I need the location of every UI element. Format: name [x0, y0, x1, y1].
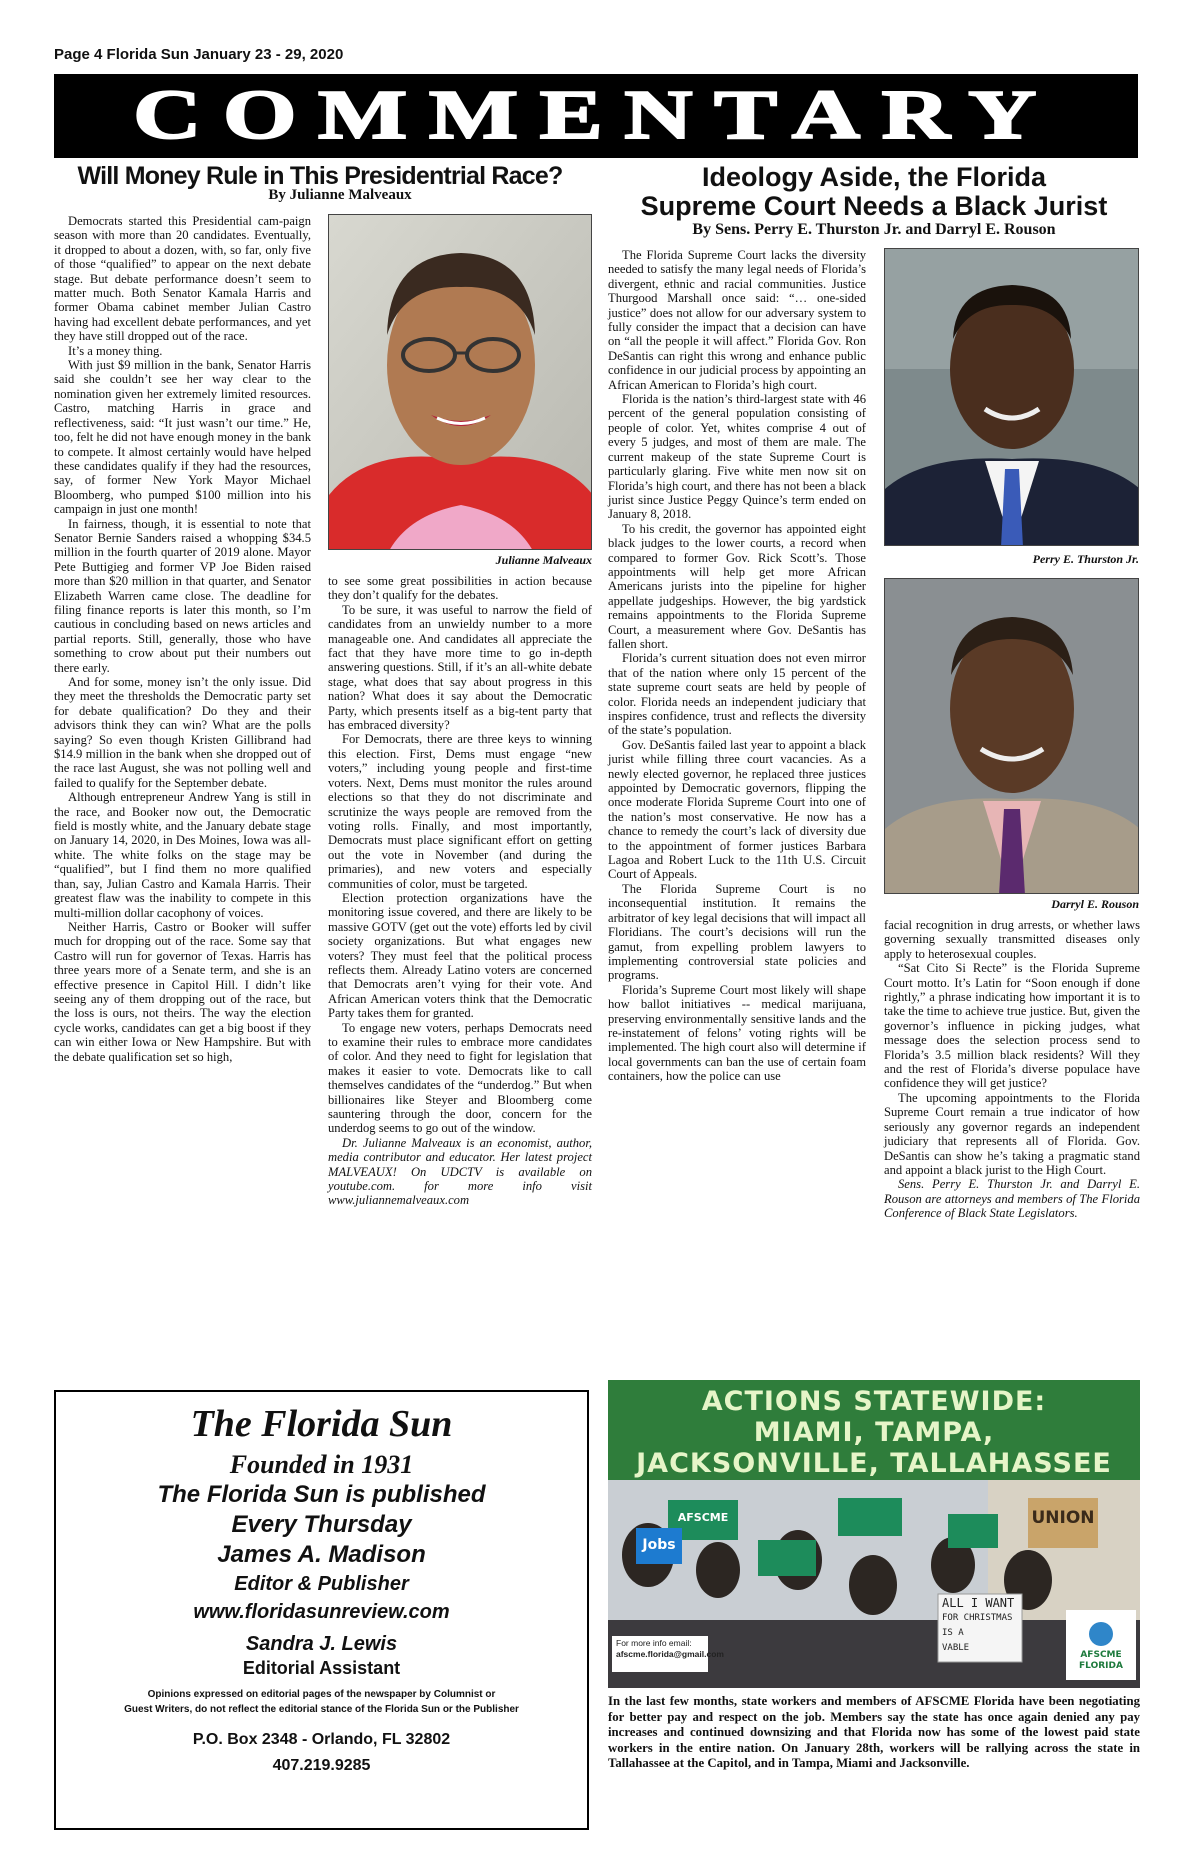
paragraph: To his credit, the governor has appointed eight black judges to the lower courts, a record when compared to former Gov. Rick Scott’s. Those appointments will help get more African Americans jurists into the pipeline for higher appellate judgeships. However, the big yardstick remains appointments to the Florida Supreme Court, a measurement where Gov. DeSantis has fallen short.: [608, 521, 866, 651]
section-banner: [54, 74, 1138, 158]
article1-photo-caption: Julianne Malveaux: [495, 553, 592, 567]
christmas-sign: [942, 1596, 1020, 1656]
paragraph: Neither Harris, Castro or Booker will suffer much for dropping out of the race. Some say that Castro will run for governor of Texas. Harris has three years more of a Senate term, and she is an effective presence in Capitol Hill. I didn’t like seeing any of them dropping out of the race, but the loss is ours, not theirs. The way the election cycle works, candidates can get a big boost if they can win either Iowa or New Hampshire. But with the debate qualification set so high,: [54, 919, 311, 1064]
paragraph: The Florida Supreme Court is no inconsequential institution. It remains the arbitrator of key legal decisions that will impact all Floridians. The court’s decisions will run the gamut, from expelling problem lawyers to implementing controversial state policies and programs.: [608, 881, 866, 983]
paragraph: In fairness, though, it is essential to note that Senator Bernie Sanders raised a whopping $34.5 million in the fourth quarter of 2019 alone. Mayor Pete Buttigieg and former VP Joe Biden raised more than $20 million in that quarter, and Senator Elizabeth Warren came close. The deadline for filing finance reports is later this month, so I’m cautious in concluding based on news articles and partial reports. Still, generally, those who have something to crow about put their numbers out there early.: [54, 516, 311, 675]
paragraph: facial recognition in drug arrests, or whether laws governing sexually transmitted diseases only apply to heterosexual couples.: [884, 918, 1140, 961]
paragraph: Although entrepreneur Andrew Yang is still in the race, and Booker now out, the Democratic field is mostly white, and the January debate stage on January 14, 2020, in Des Moines, Iowa was all-white. The white folks on the stage may be “qualified”, but I find them no more qualified than, say, Julian Castro and Kamala Harris. Their greatest flaw was the inability to compete in this multi-million dollar cacophony of voices.: [54, 790, 311, 920]
ad-info-box: [616, 1638, 724, 1660]
afscme-sign-text: AFSCME: [677, 1511, 729, 1524]
paragraph: And for some, money isn’t the only issue. Did they meet the thresholds the Democratic party set for debate qualification? Do they and their advisors think they can win? What are the polls saying? So even though Kristen Gillibrand had $14.9 million in the bank when she dropped out of the race last August, she was not polling well and failed to qualify for the September debate.: [54, 675, 311, 790]
masthead-contact: [56, 1727, 587, 1779]
paragraph: The Florida Supreme Court lacks the diversity needed to satisfy the many legal needs of Florida’s divergent, ethnic and racial communities. Justice Thurgood Marshall once said: “… one-sided justice” does not allow for our adversary system to fully consider the impact that a decision can have on “all the people it will affect.” Florida Gov. Ron DeSantis can right this wrong and enhance public confidence in our judicial process by appointing an African American to Florida’s high court.: [608, 248, 866, 392]
page-folio: Page 4 Florida Sun January 23 - 29, 2020: [54, 46, 344, 63]
author-tagline: Sens. Perry E. Thurston Jr. and Darryl E. Rouson are attorneys and members of The Florida Conference of Black State Legislators.: [884, 1177, 1140, 1221]
paragraph: With just $9 million in the bank, Senator Harris said she couldn’t see her way clear to the nomination given her extremely limited resources. Castro, matching Harris in grace and reflectiveness, said: “It just wasn’t our time.” He, too, felt he did not have enough money in the bank to compete. It almost certainly would have helped these candidates qualify if they had the resources, say, of former New York Mayor Michael Bloomberg, who pumped $100 million into his campaign in just one month!: [54, 358, 311, 517]
paragraph: It’s a money thing.: [68, 343, 163, 358]
jobs-sign-text: Jobs: [642, 1537, 676, 1553]
article2-photo2-caption: Darryl E. Rouson: [1051, 897, 1139, 911]
paragraph: Election protection organizations have the monitoring issue covered, and there are likely to be massive GOTV (get out the vote) efforts led by civil society organizations. But what engages new voters? They must feel that the political process reflects them. Already Latino voters are concerned that Democrats aren’t vying for their vote. And African American voters think that the Democratic Party takes them for granted.: [328, 890, 592, 1021]
ad-headline-line: JACKSONVILLE, TALLAHASSEE: [636, 1448, 1112, 1479]
masthead-frequency: Every Thursday: [231, 1511, 412, 1538]
masthead-editor-title: Editor & Publisher: [234, 1573, 409, 1595]
sign-line: FOR CHRISTMAS: [942, 1613, 1013, 1623]
paragraph: Florida’s Supreme Court most likely will shape how ballot initiatives -- medical marijuana, preserving environmentally sensitive lands and the re-instatement of felons’ voting rights will be implemented. The high court also will determine if local governments can ban the use of certain foam containers, how the police can use: [608, 982, 866, 1084]
sign-line: ALL I WANT: [942, 1596, 1015, 1610]
paragraph: Gov. DeSantis failed last year to appoint a black jurist while filling three court vacancies. As a newly elected governor, he replaced three justices appointed by Democratic governors, flipping the once moderate Florida Supreme Court into one of the nation’s most conservative. He now has a chance to remedy the court’s lack of diversity due to the appointment of former justices Barbara Lagoa and Robert Luck to the 11th U.S. Circuit Court of Appeals.: [608, 737, 866, 882]
author-tagline: Dr. Julianne Malveaux is an economist, author, media contributor and educator. Her latest project MALVEAUX! On UDCTV is available on youtube.com. for more info visit www.juliannemalveaux.com: [328, 1135, 592, 1208]
portrait-illustration: [885, 579, 1139, 894]
ad-info-email[interactable]: afscme.florida@gmail.com: [616, 1649, 724, 1659]
union-sign-text: UNION: [1031, 1508, 1095, 1528]
paragraph: To engage new voters, perhaps Democrats need to examine their rules to embrace more candidates of color. And they need to fight for legislation that makes it easier to vote. Democrats like to call themselves candidates of the “underdog.” But when billionaires like Steyer and Bloomberg come sauntering through the door, concern for the underdog seems to go out of the window.: [328, 1020, 592, 1136]
article2-headline-line1: Ideology Aside, the Florida: [701, 162, 1047, 192]
masthead-box: [54, 1390, 589, 1830]
article2-col2: [884, 918, 1140, 1221]
afscme-ad: [608, 1380, 1140, 1688]
section-banner-title: COMMENTARY: [133, 77, 1059, 154]
article2-byline: By Sens. Perry E. Thurston Jr. and Darryl E. Rouson: [692, 221, 1056, 238]
disclaimer-line: Guest Writers, do not reflect the editorial stance of the Florida Sun or the Publisher: [124, 1704, 519, 1715]
sign-line: VABLE: [942, 1643, 970, 1653]
masthead-address: P.O. Box 2348 - Orlando, FL 32802: [192, 1731, 451, 1748]
masthead-disclaimer: [56, 1687, 587, 1717]
perry-thurston-photo: [884, 248, 1139, 546]
afscme-florida-logo: AFSCME FLORIDA: [1079, 1650, 1123, 1671]
masthead-phone: 407.219.9285: [272, 1757, 371, 1774]
article1-byline: By Julianne Malveaux: [268, 187, 412, 203]
ad-headline-line: MIAMI, TAMPA,: [753, 1417, 995, 1448]
paragraph: Democrats started this Presidential cam-paign season with more than 20 candidates. Eventually, it dropped to about a dozen, with, so far, only five of those “qualified” to appear on the next debate stage. But debate performance doesn’t seem to matter much. Both Senator Kamala Harris and former Obama cabinet member Julian Castro having had excellent debate performances, and yet they have still dropped out of the race.: [54, 214, 311, 344]
paragraph: to see some great possibilities in action because they don’t qualify for the debates.: [328, 574, 592, 603]
paragraph: To be sure, it was useful to narrow the field of candidates from an unwieldy number to a more manageable one. And candidates all appreciate the fact that they have more time to go in-depth answering questions. Still, if it’s an all-white debate stage, what does that say about progress in this nation? What does it say about the Democratic Party, which presents itself as a big-tent party that has embraced diversity?: [328, 602, 592, 733]
article2-col1: [608, 248, 866, 1084]
masthead-assistant-title: Editorial Assistant: [242, 1658, 401, 1678]
article1-col1: [54, 214, 311, 1064]
masthead-founded: Founded in 1931: [229, 1450, 414, 1479]
paragraph: Florida’s current situation does not even mirror that of the nation where only 15 percent of the state supreme court seats are held by people of color. Florida needs an independent judiciary that inspires confidence, trust and reflects the diversity of the state’s population.: [608, 651, 866, 738]
ad-info-label: For more info email:: [616, 1638, 692, 1648]
ad-caption: In the last few months, state workers and members of AFSCME Florida have been negotiating for better pay and respect on the job. Members say the state has once again denied any pay increases and continued downsizing and that Florida now has some of the lowest paid state workers in the entire nation. On January 28th, workers will be rallying across the state in Tallahassee at the Capitol, and in Tampa, Miami and Jacksonville.: [608, 1694, 1140, 1770]
article1-col2: [328, 574, 592, 1208]
masthead-assistant-name: Sandra J. Lewis: [245, 1633, 398, 1655]
paragraph: For Democrats, there are three keys to winning this election. First, Dems must engage “new voters,” including young people and first-time voters. Next, Dems must monitor the rules around elections so that they do not discriminate and scrutinize the ways people are removed from the voting rolls. Finally, and most importantly, Democrats must place significant effort on getting out the vote in November (and during the primaries), and new voters and especially communities of color, must be targeted.: [328, 732, 592, 891]
julianne-malveaux-photo: [328, 214, 592, 550]
disclaimer-line: Opinions expressed on editorial pages of the newspaper by Columnist or: [147, 1689, 496, 1700]
ad-headline-line: ACTIONS STATEWIDE:: [701, 1386, 1047, 1417]
darryl-rouson-photo: [884, 578, 1139, 894]
masthead-title: The Florida Sun: [190, 1403, 453, 1445]
sign-line: IS A: [942, 1628, 964, 1638]
paragraph: Florida is the nation’s third-largest state with 46 percent of the general population consisting of people of color. Yet, whites comprise 4 out of every 5 judges, and most of them are male. The current makeup of the state Supreme Court is particularly glaring. Five white men now sit on Florida’s high court, and there has not been a black jurist since Justice Peggy Quince’s term ended on January 8, 2018.: [608, 392, 866, 522]
article1-headline: Will Money Rule in This Presidentrial Race?: [77, 162, 563, 190]
masthead-published: The Florida Sun is published: [157, 1481, 486, 1508]
paragraph: The upcoming appointments to the Florida Supreme Court remain a true indicator of how seriously any governor regards an independent judiciary that represents all of Florida. Gov. DeSantis can show he’s taking a pragmatic stand and appoint a black jurist to the High Court.: [884, 1090, 1140, 1177]
masthead-website[interactable]: www.floridasunreview.com: [193, 1601, 450, 1623]
masthead-editor-name: James A. Madison: [217, 1541, 426, 1568]
portrait-illustration: [329, 215, 592, 550]
article2-headline-line2: Supreme Court Needs a Black Jurist: [640, 191, 1108, 221]
article2-photo1-caption: Perry E. Thurston Jr.: [1032, 552, 1139, 566]
paragraph: “Sat Cito Si Recte” is the Florida Supreme Court motto. It’s Latin for “Soon enough if done rightly,” a phrase indicating how important it is to take the time to achieve true justice. But, given the governor’s influence in picking judges, what message does the selection process send to Florida’s 3.5 million black residents? Will they and the rest of Florida’s diverse populace have confidence they will get justice?: [884, 961, 1140, 1091]
portrait-illustration: [885, 249, 1139, 546]
